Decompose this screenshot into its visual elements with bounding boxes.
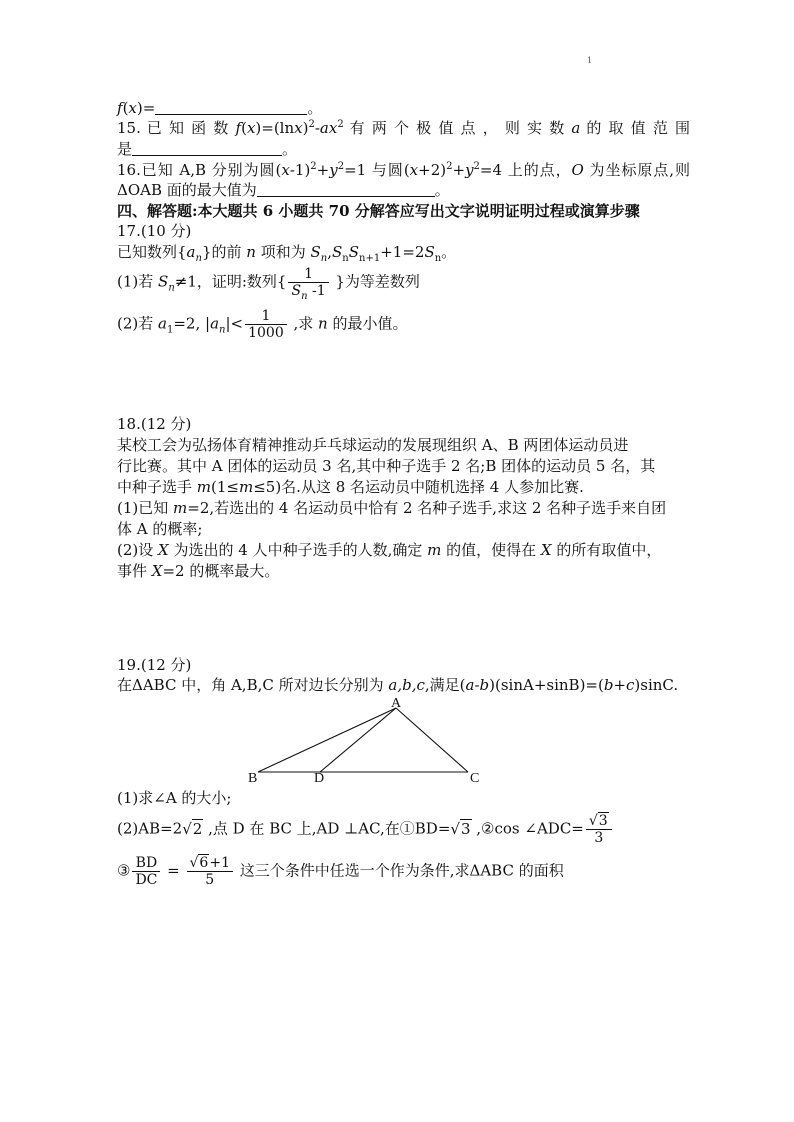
text: (1)已知: [117, 499, 174, 517]
fraction: [586, 813, 612, 846]
answer-blank[interactable]: [132, 140, 282, 156]
text: 中种子选手: [117, 478, 197, 496]
text: (1≤: [211, 478, 239, 496]
page-number: 1: [587, 56, 593, 65]
fraction: [132, 855, 160, 888]
denominator: 5: [205, 872, 215, 888]
text: 为坐标原点,则: [583, 161, 690, 179]
text: ,: [327, 243, 332, 261]
q18-line-3: [117, 477, 584, 497]
text: ,点 D 在 BC 上,AD ⊥AC,在①BD=: [203, 819, 451, 838]
q18-number: 18.(12 分): [117, 415, 192, 433]
text: =2 的概率最大。: [162, 562, 280, 580]
text: |<: [225, 314, 244, 333]
radicand: 3: [598, 813, 608, 829]
text: n: [434, 253, 442, 264]
text: =: [162, 861, 185, 880]
text: m: [196, 478, 212, 496]
text: n: [320, 253, 328, 264]
text: 2: [310, 161, 317, 172]
text: ,满足(: [424, 676, 466, 694]
text: -1: [307, 283, 326, 299]
text: 。: [282, 140, 298, 158]
text: 。: [434, 181, 450, 199]
text: )=: [136, 99, 156, 117]
text: 是: [117, 140, 133, 158]
segment-AD: [320, 708, 396, 772]
q18-part-2: [117, 540, 661, 560]
radicand: 3: [460, 819, 471, 838]
text: 的最小值。: [327, 314, 408, 333]
text: }为等差数列: [330, 272, 420, 291]
func-var: x: [128, 99, 137, 117]
text: X: [151, 562, 163, 580]
section-heading: 四、解答题:本大题共 6 小题共 70 分解答应写出文字说明证明过程或演算步骤: [117, 202, 640, 220]
text: ΔOAB 面的最大值为: [117, 181, 257, 199]
q16-line-2: [117, 180, 450, 200]
text: m: [173, 499, 188, 517]
text: }的前: [201, 243, 247, 261]
text: n: [219, 324, 226, 336]
text: 15. 已 知 函 数: [117, 119, 236, 137]
q19-part-1: (1)求∠A 的大小;: [117, 789, 232, 807]
text: 2: [446, 161, 453, 172]
text: f: [235, 119, 242, 137]
text: n: [195, 253, 202, 264]
text: S: [348, 243, 360, 261]
text: (: [241, 119, 247, 137]
text: 为选出的 4 人中种子选手的人数,确定: [168, 541, 428, 559]
text: 16.已知 A,B 分别为圆(: [117, 161, 282, 179]
text: m: [427, 541, 442, 559]
q19-part-2: [117, 813, 614, 846]
text: +2): [418, 161, 447, 179]
text: n: [246, 243, 256, 261]
text: (1)若: [117, 272, 159, 291]
q18-part-2-cont: [117, 561, 279, 581]
sqrt: √2: [182, 819, 203, 838]
text: n+1: [359, 253, 381, 264]
q18-part-1-cont: 体 A 的概率;: [117, 520, 203, 538]
text: +: [452, 161, 466, 179]
q18-line-2: 行比赛。其中 A 团体的运动员 3 名,其中种子选手 2 名;B 团体的运动员 5 名，其: [117, 457, 656, 475]
q18-part-1: [117, 498, 666, 518]
text: S: [291, 283, 302, 299]
sqrt: √3: [450, 819, 471, 838]
denominator: [288, 283, 328, 302]
q17-part-2: [117, 308, 408, 341]
text: 的所有取值中，: [551, 541, 662, 559]
text: 2: [473, 161, 480, 172]
text: S: [310, 243, 321, 261]
numerator: [187, 855, 233, 872]
text: a-b: [465, 676, 490, 694]
text: +1=2: [380, 243, 425, 261]
text: ③: [117, 861, 131, 880]
numerator: 1: [245, 308, 287, 325]
text: ,②cos ∠ADC=: [471, 819, 584, 838]
text: )(sinA+sinB)=(: [489, 676, 604, 694]
text: a,b,c: [388, 676, 425, 694]
text: x: [246, 119, 256, 137]
radicand: 6: [199, 855, 209, 871]
denominator: DC: [135, 872, 158, 888]
text: 1: [166, 324, 174, 336]
q17-stem: [117, 242, 456, 262]
text: ,求: [288, 314, 319, 333]
text: 。: [441, 243, 457, 261]
q19-number: 19.(12 分): [117, 656, 192, 674]
text: )sinC.: [634, 676, 679, 694]
text: y: [465, 161, 474, 179]
q19-stem: [117, 675, 678, 695]
text: =1 与圆(: [344, 161, 410, 179]
text: x: [281, 161, 290, 179]
text: n: [301, 290, 308, 302]
label-D: D: [314, 771, 325, 786]
text: 项和为: [255, 243, 311, 261]
numerator: BD: [132, 855, 160, 872]
text: =2,若选出的 4 名运动员中恰有 2 名种子选手,求这 2 名种子选手来自团: [187, 499, 667, 517]
text: 有 两 个 极 值 点 ， 则 实 数: [343, 119, 572, 137]
text: 的值，使得在: [441, 541, 541, 559]
text: n: [342, 253, 349, 264]
label-B: B: [248, 771, 258, 786]
fraction: [245, 308, 287, 341]
q15-line-2: [117, 139, 297, 159]
q15-line-1: [117, 118, 690, 138]
text: =2, |: [173, 314, 211, 333]
text: a: [210, 314, 220, 333]
answer-blank[interactable]: [155, 99, 307, 115]
q19-part-2-cont: [117, 855, 564, 888]
triangle-figure: [240, 694, 490, 786]
text: 这三个条件中任选一个作为条件,求ΔABC 的面积: [234, 861, 564, 880]
text: n: [168, 282, 175, 294]
denominator: 1000: [248, 325, 284, 341]
text: (2)设: [117, 541, 159, 559]
text: a: [158, 314, 167, 333]
q18-line-1: 某校工会为弘扬体育精神推动乒乓球运动的发展现组织 A、B 两团体运动员进: [117, 436, 629, 454]
label-A: A: [391, 696, 402, 711]
text: 事件: [117, 562, 152, 580]
radicand: 2: [192, 819, 203, 838]
text: 的 取 值 范 围: [580, 119, 690, 137]
text: 2: [308, 119, 315, 130]
text: X: [158, 541, 169, 559]
text: 2: [337, 119, 344, 130]
text: O: [571, 161, 584, 179]
q17-part-1: [117, 266, 420, 302]
q17-number: 17.(10 分): [117, 222, 192, 240]
text: ≠1，证明:数列{: [174, 272, 287, 291]
text: y: [329, 161, 338, 179]
text: a: [186, 243, 196, 261]
text: x: [409, 161, 419, 179]
text: X: [540, 541, 552, 559]
text: -: [314, 119, 320, 137]
text: +1: [209, 855, 230, 871]
text: )=(ln: [255, 119, 295, 137]
text: 在ΔABC 中，角 A,B,C 所对边长分别为: [117, 676, 389, 694]
text: S: [424, 243, 435, 261]
text: =4 上的点，: [479, 161, 572, 179]
text: b+c: [603, 676, 635, 694]
text: (2)若: [117, 314, 159, 333]
text: n: [318, 314, 328, 333]
text: +: [316, 161, 330, 179]
text: 2: [337, 161, 345, 172]
fraction: [288, 266, 328, 302]
denominator: 3: [594, 830, 604, 846]
text: m: [238, 478, 254, 496]
text: ax: [319, 119, 338, 137]
q16-line-1: [117, 160, 690, 180]
text: S: [332, 243, 343, 261]
func-name: f: [117, 99, 123, 117]
prev-question-answer-line: f(x)= 。: [117, 99, 323, 117]
text: -1): [289, 161, 311, 179]
text: 。: [307, 99, 323, 117]
sqrt: √6: [189, 855, 209, 871]
answer-blank[interactable]: [257, 181, 435, 197]
numerator: [586, 813, 612, 830]
text: x: [294, 119, 303, 137]
text: ≤5)名.从这 8 名运动员中随机选择 4 人参加比赛.: [253, 478, 584, 496]
side-AC: [396, 708, 468, 772]
text: (2)AB=2: [117, 819, 183, 838]
side-AB: [258, 708, 396, 772]
text: 已知数列{: [117, 243, 187, 261]
fraction: [187, 855, 233, 888]
label-C: C: [470, 771, 480, 786]
sqrt: √3: [588, 813, 608, 829]
text: a: [571, 119, 581, 137]
text: ): [302, 119, 309, 137]
numerator: 1: [288, 266, 328, 283]
text: S: [158, 272, 169, 291]
